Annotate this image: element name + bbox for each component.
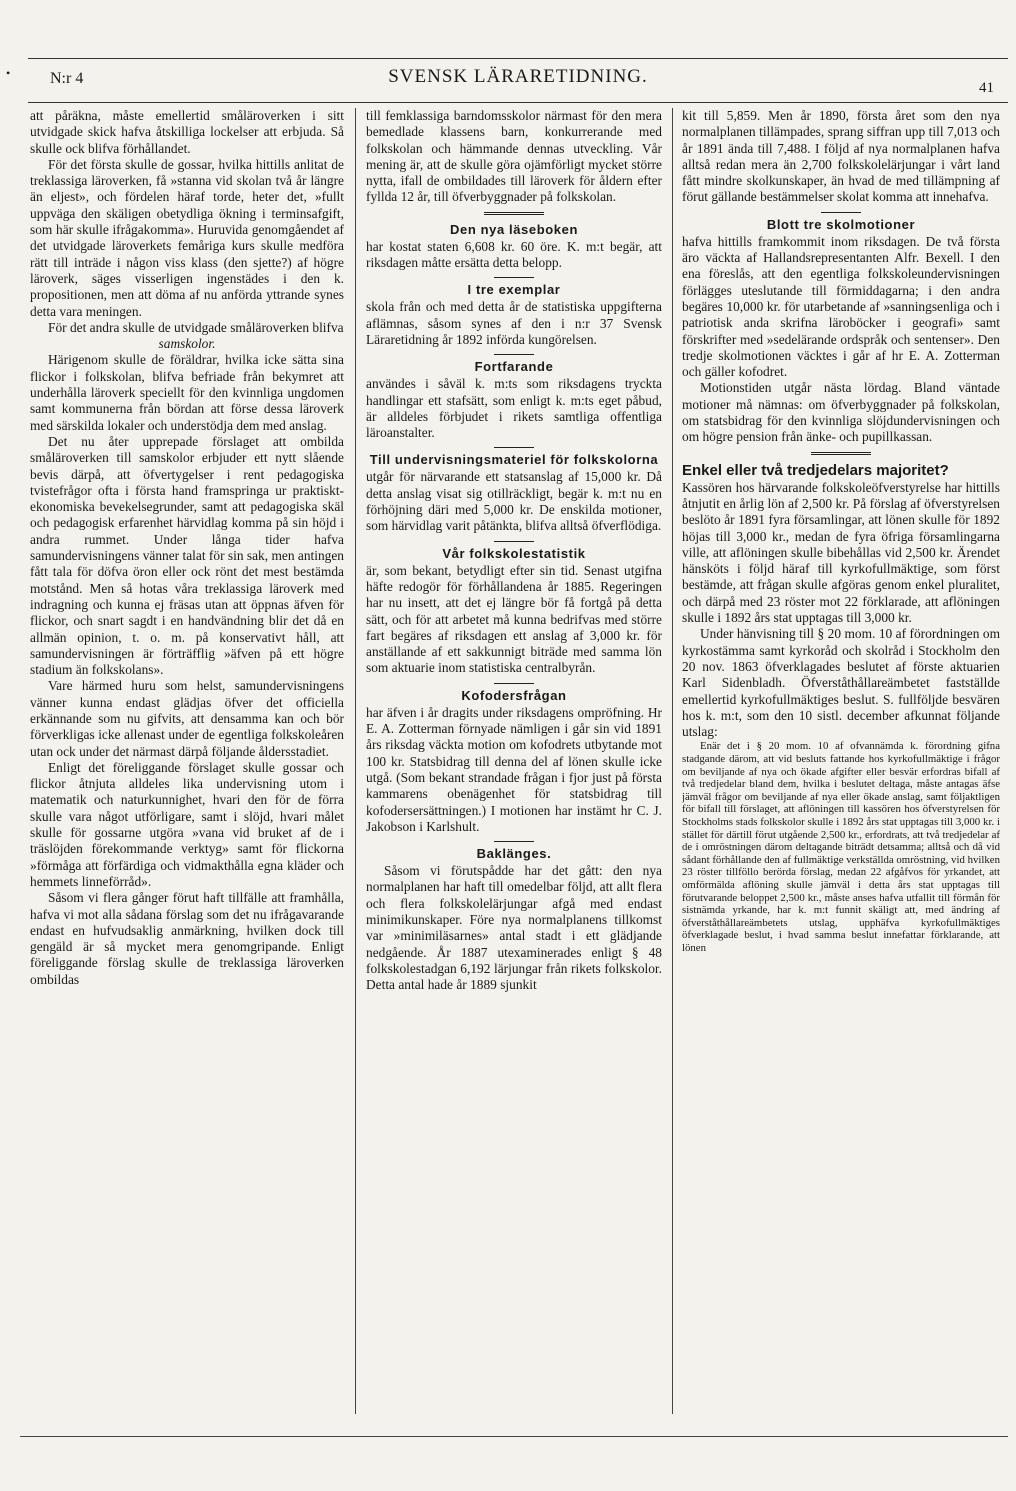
section-heading: Vår folkskolestatistik	[442, 545, 586, 561]
masthead-title: SVENSK LÄRARETIDNING.	[388, 66, 648, 87]
column-divider	[672, 108, 673, 1414]
section-divider	[494, 541, 534, 542]
paragraph: För det andra skulle de utvidgade småläroverken blifva	[48, 319, 344, 335]
section-divider	[821, 212, 861, 213]
section-heading: Baklänges.	[476, 846, 552, 862]
paragraph: hafva hittills framkommit inom riksdagen. De två första äro väckta af Hallandsrepresentanten Alfr. Bexell. I den ena föreslås, att den egentliga folkskoleundervisningen förlägges uteslutande till förmiddagarna; i den andra begäres 10,000 kr. för utarbetande af »sanningsenliga och i patriotisk anda skrifna läroböcker i geografi» samt förskrifter med »sedelärande ordspråk och sentenser». Den tredje skolmotionen väcktes i går af hr E. A. Zotterman och gäller kofodret.	[682, 233, 1000, 380]
section-heading: Blott tre skolmotioner	[766, 216, 916, 232]
paragraph: kit till 5,859. Men år 1890, första året som den nya normalplanen tillämpades, sprang siffran upp till 7,013 och år 1891 ända till 7,488. I följd af nya normalplanen hafva alltså redan mera än 2,700 folkskolelärjungar i vårt land fått mindre skolkunskaper, än hvad de med tillämpning af förut gällande bestämmelser skolat komma att innehafva.	[682, 108, 1000, 205]
margin-bullet: •	[6, 66, 11, 80]
section-divider	[494, 447, 534, 448]
paragraph: Motionstiden utgår nästa lördag. Bland väntade motioner må nämnas: om öfverbyggnader på folkskolan, om statsbidrag för den kvinnliga slöjdundervisningen och om högre pension från änke- och pupillkassan.	[682, 380, 1000, 445]
column-divider	[355, 108, 356, 1414]
paragraph: Det nu åter upprepade förslaget att ombilda småläroverken till samskolor erbjuder ett nytt slående bevis därpå, att öfvertygelser i rent pedagogiska tvistefrågor ofta i första hand framspringa ur praktiskt-ekonomiska bevekelsegrunder, samt att pedagogiska skäl och pedagogisk erfarenhet härvidlag komma på sin höjd i andra rummet. Under långa tider hafva samundervisningens vänner talat för sin sak, men antingen fått tala för döfva öron eller ock rönt det mest bestämda motstånd. Men så hotas våra treklassiga läroverk med indragning och kunna ej fräsas utan att öppnas äfven för flickor, och snart sagdt i en handvändning blir det då en allmän opinion, t. o. m. på konservativt håll, att samundervisningen är förträfflig »äfven på ett högre stadium än folkskolans».	[30, 433, 344, 678]
section-heading: Enkel eller två tredjedelars majoritet?	[682, 461, 949, 479]
page-number: 41	[979, 80, 994, 96]
section-heading: I tre exemplar	[467, 282, 561, 298]
paragraph: är, som bekant, betydligt efter sin tid. Senast utgifna häfte redogör för förhållandena år 1885. Regeringen har nu insett, att det ej längre bör få fortgå på detta sätt, och för att arbetet må kunna bedrifvas med större fart begäres af riksdagen ett anslag af 3,000 kr. för anställande af ett sakkunnigt biträde med samma lön som aktuarie inom statistiska centralbyrån.	[366, 562, 662, 676]
top-rule	[28, 58, 1008, 59]
section-divider	[811, 452, 871, 456]
paragraph: Härigenom skulle de föräldrar, hvilka icke sätta sina flickor i folkskolan, blifva befriade från bekymret att underhålla läroverk speciellt för den kvinnliga ungdomen samt kommunerna från bördan att förse dessa läroverk med särskilda lokaler och understödja dem med anslag.	[30, 352, 344, 433]
section-divider	[494, 277, 534, 278]
section-divider	[494, 683, 534, 684]
section-heading: Den nya läseboken	[450, 221, 578, 237]
paragraph: Under hänvisning till § 20 mom. 10 af förordningen om kyrkostämma samt kyrkoråd och skolråd i Stockholm den 20 nov. 1863 öfverklagades beslutet af förste aktuarien Karl Sidenbladh. Öfverståthållareämbetet fastställde emellertid kyrkofullmäktiges beslut. S. fullföljde besvären hos k. m:t, som den 10 sistl. december afkunnat följande utslag:	[682, 626, 1000, 740]
paragraph: Såsom vi förutspådde har det gått: den nya normalplanen har haft till omedelbar följd, att allt flera och flera folkskolelärjungar afgå med endast minimikunskaper. Före nya normalplanens tillkomst var »minimiläsarnes» antal stadt i ett glädjande nedgående. År 1887 utexaminerades enligt § 48 folkskolestadgan 6,192 lärjungar från rikets folkskolor. Detta antal hade år 1889 sjunkit	[366, 863, 662, 993]
section-divider	[484, 212, 544, 216]
paragraph: till femklassiga barndomsskolor närmast för den mera bemedlade klassens barn, konkurrerande med folkskolan och hämmande dennas utveckling. Vår mening är, att de skulle göra ojämförligt mycket större nytta, ifall de ombildades till läroverk för åldern efter fyllda 12 år, till öfverbyggnader på folkskolan.	[366, 108, 662, 205]
paragraph: Såsom vi flera gånger förut haft tillfälle att framhålla, hafva vi mot alla sådana förslag som det nu ifrågavarande endast en hufvudsaklig anmärkning, hvilken dock till gengäld är så mycket mera genomgripande. Enligt föreliggande förslag skulle de treklassiga läroverken ombildas	[30, 890, 344, 987]
paragraph: Enligt det föreliggande förslaget skulle gossar och flickor åtnjuta alldeles lika undervisning utom i matematik och naturkunnighet, hvari den för de förra skulle vara något utförligare, samt i slöjd, hvari målet skulle för gossarne utgöra »vana vid bruket af de i träslöjden förekommande verktyg» samt för flickorna »förmåga att förfärdiga och vidmakthålla egna kläder och hemmets linneförråd».	[30, 759, 344, 889]
paragraph: Kassören hos härvarande folkskoleöfverstyrelse har hittills åtnjutit en årlig lön af 2,500 kr. På förslag af öfverstyrelsen beslöto år 1891 fyra församlingar, att lönen skulle för 1892 höjas till 3,000 kr., medan de fyra öfriga församlingarna ville, att aflöningen skulle bibehållas vid 2,500 kr. Ärendet hänsköts i följd häraf till kyrkofullmäktige, som först bestämde, att frågan skulle afgöras genom enkel pluralitet, och därpå med 23 röster mot 22 förklarade, att aflöningen skulle i 1892 års stat upptagas till 3,000 kr.	[682, 479, 1000, 626]
section-heading: Fortfarande	[474, 359, 554, 375]
subheading: samskolor.	[158, 336, 216, 352]
paragraph: användes i såväl k. m:ts som riksdagens tryckta handlingar ett stafsätt, som enligt k. m:ts eget påbud, är alldeles förbjudet i rikets samtliga offentliga läroanstalter.	[366, 376, 662, 441]
page-header	[28, 66, 1008, 100]
column-2	[366, 108, 662, 1414]
quoted-verdict: Enär det i § 20 mom. 10 af ofvannämda k. förordning gifna stadgande därom, att vid besluts fattande hos kyrkofullmäktige i frågor om beviljande af nya och ökade afgifter eller besvär erfordras bifall af två tredjedelar bland dem, hvilka i beslutet deltaga, måste antagas äfse jämväl frågor om beviljande af nya eller ökade anslag, samt följaktligen för bifall till förslaget, att aflöningen till kassören hos öfverstyrelsen för Stockholms stads folkskolor skulle i 1892 års stat upptagas till 3,000 kr. i stället för därtill förut utgående 2,500 kr., erfordrats, att två tredjedelar af de i omröstningen därom deltagande biträdt detsamma; alltså och då vid sådant förhållande den af fullmäktige verkställda omröstning, vid hvilken 23 röster tillföllo berörda förslag, medan 22 afgåfvos för yrkandet, att omförmälda aflöning skulle jämväl i detta års stat upptagas till förutvarande beloppet 2,500 kr., måste anses hafva utfallit till förmån för sistnämda yrkande, har k. m:t funnit skäligt att, med ändring af öfverståthållareämbetets utslag, upphäfva kyrkofullmäktiges öfverklagade beslut, i hvad samma beslut innefattar förklarande, att lönen	[682, 740, 1000, 954]
column-1	[30, 108, 344, 1414]
section-divider	[494, 354, 534, 355]
section-heading: Kofodersfrågan	[461, 687, 567, 703]
section-divider	[494, 841, 534, 842]
paragraph: Vare härmed huru som helst, samundervisningens vänner kunna endast glädjas öfver det officiella erkännande som nu gifvits, att densamma kan och bör förverkligas icke allenast under de egentliga folkskoleåren utan ock under det närmast därpå följande åldersstadiet.	[30, 678, 344, 759]
paragraph: har kostat staten 6,608 kr. 60 öre. K. m:t begär, att riksdagen måtte ersätta detta belopp.	[366, 238, 662, 271]
paragraph: utgår för närvarande ett statsanslag af 15,000 kr. Då detta anslag visat sig otillräckligt, begär k. m:t nu en förhöjning däri med 5,000 kr. De enskilda motioner, som härvidlag varit påtänkta, blifva alltså öfverflödiga.	[366, 469, 662, 534]
column-3	[682, 108, 1000, 1414]
paragraph: skola från och med detta år de statistiska uppgifterna aflämnas, såsom synes af den i n:r 37 Svensk Läraretidning år 1892 införda kungörelsen.	[366, 299, 662, 347]
bottom-rule	[20, 1436, 1008, 1437]
paragraph: att påräkna, måste emellertid småläroverken i sitt utvidgade skick hafva åtskilliga lockelser att erbjuda. Så skulle ock blifva förhållandet.	[30, 108, 344, 156]
section-heading: Till undervisningsmateriel för folkskolorna	[369, 452, 659, 468]
paragraph: har äfven i år dragits under riksdagens ompröfning. Hr E. A. Zotterman förnyade nämligen i går sin vid 1891 års riksdag väckta motion om kofodrets utbytande mot 100 kr. Statsbidrag till denna del af lönen skulle icke utgå. (Som bekant strandade frågan i fjor just på första kammarens obenägenhet för statsbidrag till kofodersersättningen.) I motionen har instämt hr C. J. Jakobson i Karlshult.	[366, 704, 662, 834]
header-rule	[28, 102, 1008, 103]
paragraph: För det första skulle de gossar, hvilka hittills anlitat de treklassiga läroverken, få »stanna vid skolan två år längre än eljest», och fördelen häraf torde, heter det, »fullt uppväga den skäligen obetydliga ökning i terminsafgift, som här skulle ifrågakomma». Huruvida genomgåendet af det utvidgade läroverkets femåriga kurs skulle medföra rätt till inträde i någon viss klass (den sjette?) af högre läroverk, säges visserligen ingenstädes i den k. propositionen, men att döma af nu anförda yttrande synes detta vara meningen.	[30, 156, 344, 319]
issue-number: N:r 4	[50, 70, 84, 87]
